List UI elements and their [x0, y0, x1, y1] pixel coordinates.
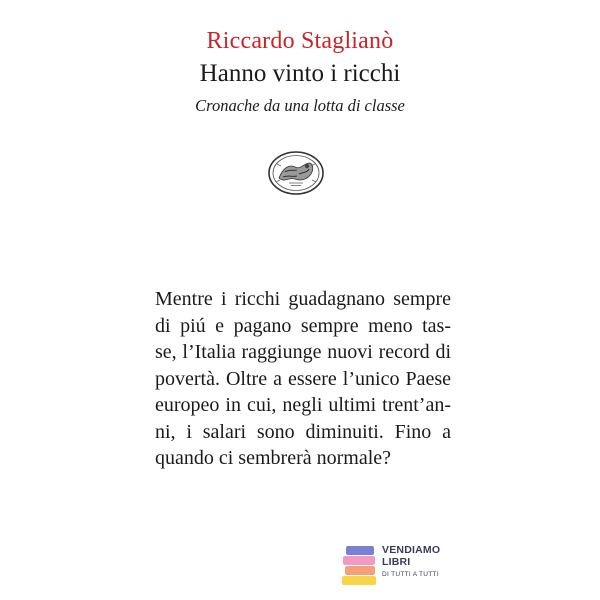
back-cover-blurb: [155, 286, 451, 472]
vendiamo-libri-badge: [342, 542, 442, 588]
publisher-emblem-icon: [267, 150, 325, 196]
book-title: Hanno vinto i ricchi: [199, 60, 401, 87]
blurb-line: quando ci sembrerà normale?: [155, 447, 392, 469]
book-subtitle: Cronache da una lotta di classe: [195, 96, 405, 115]
logo-stripe: [342, 576, 376, 585]
blurb-line: europeo in cui, negli ultimi trent’an-: [155, 394, 451, 416]
blurb-line: Mentre i ricchi guadagnano sempre: [155, 288, 451, 310]
blurb-line: se, l’Italia raggiunge nuovi record di: [155, 341, 451, 363]
stacked-books-logo-icon: [342, 542, 378, 588]
blurb-line: ni, i salari sono diminuiti. Fino a: [155, 420, 451, 443]
badge-title-line1: VENDIAMO: [382, 544, 441, 556]
badge-text: [382, 544, 444, 579]
logo-stripe: [346, 546, 374, 555]
blurb-line: di piú e pagano sempre meno tas-: [155, 314, 451, 337]
logo-stripe: [343, 556, 375, 565]
book-cover: [143, 0, 457, 600]
blurb-line: povertà. Oltre a essere l’unico Paese: [155, 367, 451, 390]
badge-tagline: DI TUTTI A TUTTI: [382, 571, 439, 578]
logo-stripe: [345, 566, 375, 575]
author-name: Riccardo Staglianò: [206, 28, 394, 54]
badge-title-line2: LIBRI: [382, 556, 411, 568]
